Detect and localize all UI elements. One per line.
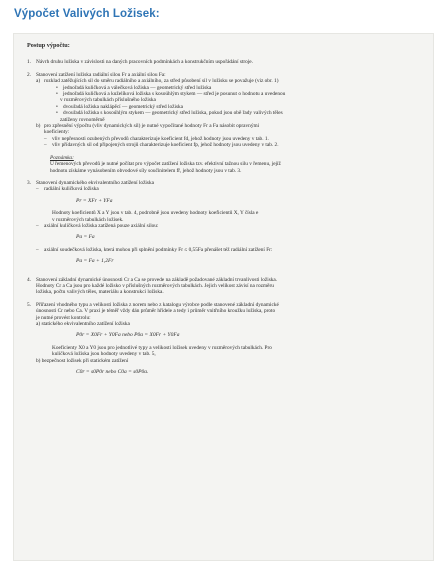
equation: Pa = Fa + 1,2Fr [76, 258, 114, 265]
paragraph: Přiřazení vhodného typu a velikosti ložiska z norem nebo z katalogu výrobce podle stanovené základní dynamické [36, 301, 279, 308]
page-title: Výpočet Valivých Ložisek: [14, 8, 160, 20]
paragraph: kuličková ložiska jsou hodnoty uvedeny v tab. 5, [52, 351, 156, 358]
section-3 [27, 180, 420, 271]
sub-text: b) bezpečnost ložisek při statickém zatížení [36, 357, 129, 364]
section-intro: Stanovení zatížení ložiska radiální silou Fr a axiální silou Fa: [36, 71, 166, 78]
sub-label: a) [36, 78, 41, 85]
note-text: hodnotu získáme vynásobením obvodové síly součinitelem fř, jehož hodnoty jsou v tab. 3. [50, 167, 242, 174]
section-number: 3. [27, 179, 31, 186]
bullet-icon: • [56, 84, 58, 91]
section-number: 2. [27, 71, 31, 78]
bullet-icon: • [56, 103, 58, 110]
scanned-document [13, 33, 434, 561]
section-intro: Stanovení dynamického ekvivalentního zatížení ložiska [36, 179, 154, 186]
sub-text: pro zpřesnění výpočtu (vliv dynamických sil) je nutné vypočítané hodnoty Fr a Fa násobit opravnými [44, 123, 260, 130]
section-number: 5. [27, 301, 31, 308]
dash-icon: – [36, 222, 39, 229]
equation: Pa = Fa [76, 234, 95, 241]
sub-text: a) statického ekvivalentního zatížení ložiska [36, 321, 130, 327]
section-2 [27, 72, 420, 174]
paragraph: Hodnoty koeficientů X a Y jsou v tab. 4, podrobně jsou uvedeny hodnoty koeficientů X, Y čísla e [52, 210, 259, 217]
section-1 [27, 59, 420, 65]
dash-text: radiální kuličková ložiska [44, 186, 99, 193]
paragraph: je nutné provést kontrolu: [36, 314, 91, 321]
section-number: 1. [27, 59, 31, 66]
dash-icon: – [44, 142, 47, 149]
note-text: U řemenových převodů je nutné počítat pro výpočet zatížení ložiska tzv. efektivní tažnou silu v řemenu, jejíž [50, 161, 281, 168]
sub-label: b) [36, 123, 41, 130]
sub-text: koeficienty: [44, 129, 70, 136]
section-5 [27, 302, 420, 382]
dash-text: vliv přídavných sil od připojených strojů charakterizuje koeficient fp, jehož hodnoty jsou uvedeny v tab. 2. [52, 142, 279, 149]
bullet-continuation: zatíženy rovnoměrně [60, 116, 105, 123]
bullet-icon: • [56, 110, 58, 117]
dash-text: axiální kuličková ložiska zatížená pouze axiální silou: [44, 222, 159, 229]
bullet-text: dvouřadá ložiska naklápěcí — geometrický střed ložiska [63, 103, 184, 110]
dash-icon: – [36, 246, 39, 253]
dash-icon: – [36, 186, 39, 193]
bullet-icon: • [56, 91, 58, 98]
section-text: Návrh druhu ložiska v závislosti na daných pracovních podmínkách a konstrukčním uspořádání stroje. [36, 59, 253, 66]
dash-text: axiální soudečková ložiska, která mohou při splnění podmínky Fr ≤ 0,55Fa přenášet též radiální zatížení Fr: [44, 246, 273, 253]
dash-icon: – [44, 135, 47, 142]
dash-text: vliv nepřesnosti ozubených převodů charakterizuje koeficient fd, jehož hodnoty jsou uvedeny v tab. 1. [52, 135, 269, 142]
bullet-continuation: v rozměrových tabulkách příslušného ložiska [60, 97, 156, 104]
equation: Pr = XFr + YFa [76, 197, 113, 204]
paragraph: ložiska, počtu valivých těles, materiálu a konstrukci ložiska. [36, 289, 164, 296]
bullet-text: jednořadá kuličková a válečková ložiska — geometrický střed ložiska [63, 84, 212, 91]
note [42, 155, 420, 174]
paragraph: Koeficienty X0 a Y0 jsou pro jednotlivé typy a velikosti ložisek uvedeny v rozměrových tabulkách. Pro [52, 344, 272, 351]
sub-text: rozklad zatěžujících sil do směru radiálního a axiálního, za střed působení sil v ložisku se považuje (viz obr. 1) [44, 78, 279, 85]
bullet-text: dvouřadá ložiska s kosoúhlým stykem — geometrický střed ložiska, pokud jsou obě řady valivých těles [63, 110, 283, 117]
note-title: Poznámka: [50, 154, 74, 161]
bullet-text: jednořadá kuličková a kuželíková ložiska s kosoúhlým stykem — střed je posunut o hodnotu a uvedenou [63, 91, 286, 98]
paragraph: Hodnoty Cr a Ca jsou pro každé ložisko v příslušných rozměrových tabulkách. Jejich velikost závisí na rozměru [36, 282, 274, 289]
equation: C0r = s0P0r nebo C0a = s0P0a. [76, 369, 149, 376]
section-number: 4. [27, 276, 31, 283]
section-4 [27, 277, 420, 296]
paragraph: únosnosti Cr nebo Ca. V praxi je téměř vždy dán průměr hřídele a tedy i průměr vnitřního kroužku ložiska, proto [36, 308, 276, 315]
paragraph: Stanovení základní dynamické únosnosti Cr a Ca se provede na základě požadované základní trvanlivosti ložiska. [36, 276, 278, 283]
doc-heading: Postup výpočtu: [27, 42, 70, 49]
equation: P0r = X0Fr + Y0Fa nebo P0a = X0Fr + Y0Fa [76, 332, 180, 339]
paragraph: v rozměrových tabulkách ložisek. [52, 216, 124, 223]
